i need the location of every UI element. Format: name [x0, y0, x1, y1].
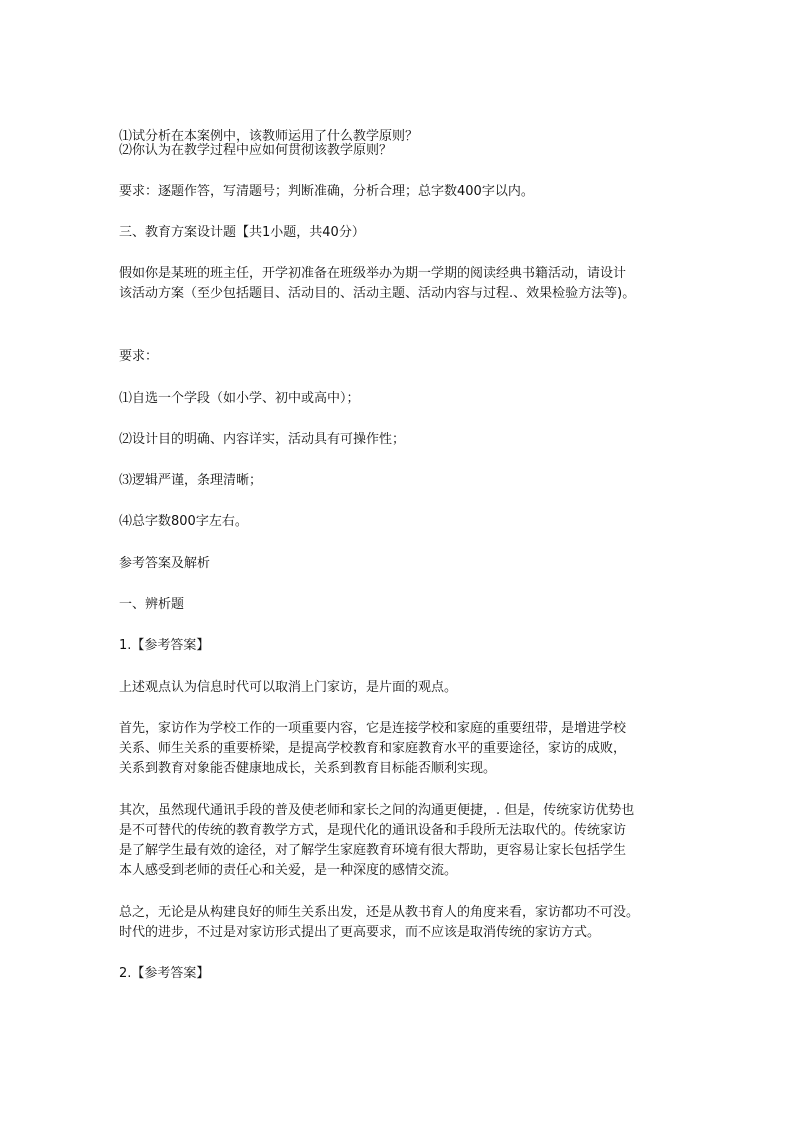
- question-part-1: ⑴试分析在本案例中，该教师运用了什么教学原则？: [119, 129, 419, 144]
- requirement-1: ⑴自选一个学段（如小学、初中或高中）；: [119, 391, 360, 406]
- answer-1-para-1-line-2: 关系、师生关系的重要桥梁，是提高学校教育和家庭教育水平的重要途径，家访的成败，: [119, 741, 627, 756]
- design-question-line-2: 该活动方案（至少包括题目、活动目的、活动主题、活动内容与过程.、效果检验方法等)。: [119, 286, 636, 301]
- answer-1-line-1: 上述观点认为信息时代可以取消上门家访，是片面的观点。: [119, 680, 458, 695]
- answer-1-para-2-line-4: 本人感受到老师的责任心和关爱，是一种深度的感情交流。: [119, 863, 458, 878]
- question-part-2: ⑵你认为在教学过程中应如何贯彻该教学原则？: [119, 143, 393, 158]
- design-question-line-1: 假如你是某班的班主任，开学初准备在班级举办为期一学期的阅读经典书籍活动，请设计: [119, 266, 627, 281]
- requirement-4: ⑷总字数800字左右。: [119, 514, 248, 529]
- requirement-2: ⑵设计目的明确、内容详实，活动具有可操作性；: [119, 432, 406, 447]
- answer-1-para-2-line-2: 是不可替代的传统的教育教学方式，是现代化的通讯设备和手段所无法取代的。传统家访: [119, 823, 627, 838]
- answer-1-para-1-line-1: 首先，家访作为学校工作的一项重要内容，它是连接学校和家庭的重要纽带，是增进学校: [119, 721, 627, 736]
- answer-1-para-2-line-1: 其次，虽然现代通讯手段的普及使老师和家长之间的沟通更便捷，. 但是，传统家访优势也: [119, 803, 635, 818]
- section-heading-3: 三、教育方案设计题【共1小题，共40分）: [119, 225, 365, 240]
- answer-1-para-3-line-2: 时代的进步，不过是对家访形式提出了更高要求，而不应该是取消传统的家访方式。: [119, 925, 601, 940]
- answer-requirements: 要求：逐题作答，写清题号；判断准确，分析合理；总字数400字以内。: [119, 184, 534, 199]
- answer-1-para-3-line-1: 总之，无论是从构建良好的师生关系出发，还是从教书育人的角度来看，家访都功不可没。: [119, 905, 640, 920]
- requirements-heading: 要求：: [119, 349, 159, 364]
- answer-1-para-1-line-3: 关系到教育对象能否健康地成长，关系到教育目标能否顺利实现。: [119, 761, 497, 776]
- answers-heading: 参考答案及解析: [119, 556, 211, 571]
- answer-2-heading: 2.【参考答案】: [119, 966, 210, 981]
- requirement-3: ⑶逻辑严谨，条理清晰；: [119, 473, 263, 488]
- answer-1-para-2-line-3: 是了解学生最有效的途径，对了解学生家庭教育环境有很大帮助，更容易让家长包括学生: [119, 843, 627, 858]
- section-heading-1: 一、辨析题: [119, 597, 185, 612]
- answer-1-heading: 1.【参考答案】: [119, 638, 210, 653]
